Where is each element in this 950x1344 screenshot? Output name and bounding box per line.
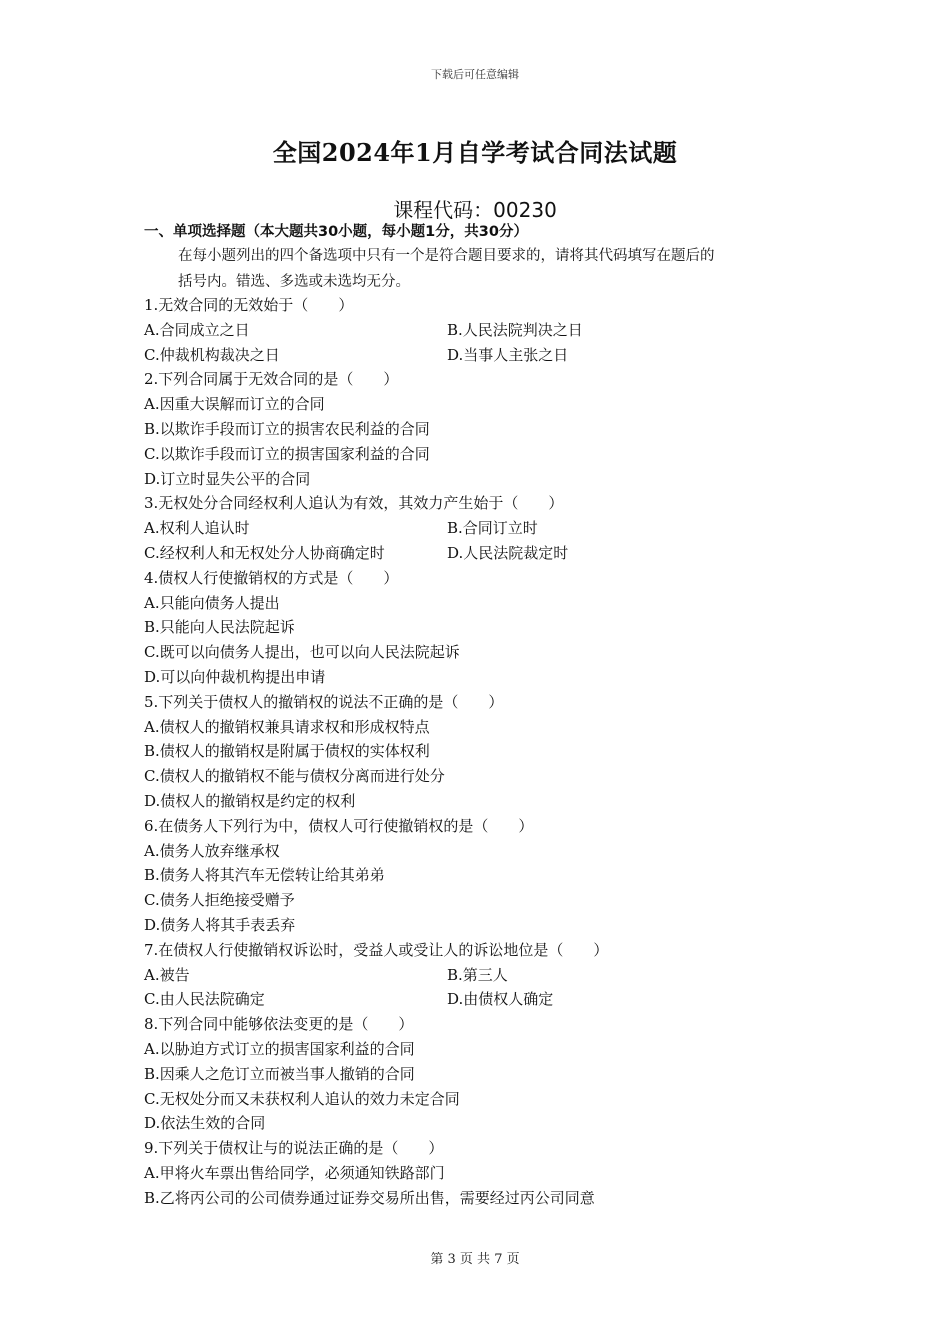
option-row [144,987,824,1012]
answer-option: D.依法生效的合同 [144,1114,266,1133]
question-item [144,367,824,491]
answer-option: B.合同订立时 [447,519,538,538]
option-row [144,318,824,343]
answer-option: A.甲将火车票出售给同学，必须通知铁路部门 [144,1163,445,1182]
answer-option: D.可以向仲裁机构提出申请 [144,667,326,686]
question-stem: 1.无效合同的无效始于（ ） [144,296,354,314]
answer-option: B.以欺诈手段而订立的损害农民利益的合同 [144,419,430,438]
question-stem: 9.下列关于债权让与的说法正确的是（ ） [144,1139,444,1158]
question-item [144,690,824,814]
answer-option: C.由人民法院确定 [144,990,265,1009]
answer-option: C.无权处分而又未获权利人追认的效力未定合同 [144,1089,460,1108]
option-row [144,343,824,368]
question-stem: 5.下列关于债权人的撤销权的说法不正确的是（ ） [144,692,504,711]
question-stem: 4.债权人行使撤销权的方式是（ ） [144,568,399,587]
answer-option: D.人民法院裁定时 [447,543,569,562]
question-stem: 6.在债务人下列行为中，债权人可行使撤销权的是（ ） [144,816,534,835]
page-header: 下载后可任意编辑 [431,68,519,81]
answer-option: C.债权人的撤销权不能与债权分离而进行处分 [144,767,445,786]
answer-option: D.订立时显失公平的合同 [144,469,311,488]
question-item [144,293,824,367]
question-stem: 2.下列合同属于无效合同的是（ ） [144,370,399,389]
answer-option: A.只能向债务人提出 [144,593,280,612]
answer-option: D.债务人将其手表丢弃 [144,915,296,934]
answer-option: A.以胁迫方式订立的损害国家利益的合同 [144,1039,415,1058]
section-instructions: 在每小题列出的四个备选项中只有一个是符合题目要求的，请将其代码填写在题后的 括号内。错选、多选或未选均无分。 [178,248,715,290]
answer-option: C.既可以向债务人提出，也可以向人民法院起诉 [144,643,460,662]
section-intro [144,221,824,295]
question-item [144,566,824,690]
option-row [144,516,824,541]
section-heading: 一、单项选择题（本大题共30小题，每小题1分，共30分） [144,224,528,240]
answer-option: B.乙将丙公司的公司债券通过证券交易所出售，需要经过丙公司同意 [144,1188,595,1207]
answer-option: D.债权人的撤销权是约定的权利 [144,791,356,810]
course-code: 课程代码：00230 [393,198,557,222]
question-item [144,491,824,565]
answer-option: B.债权人的撤销权是附属于债权的实体权利 [144,742,430,761]
question-item [144,1136,824,1210]
answer-option: A.债务人放弃继承权 [144,841,280,860]
answer-option: C.仲裁机构裁决之日 [144,345,280,364]
answer-option: A.权利人追认时 [144,519,250,538]
answer-option: B.只能向人民法院起诉 [144,618,295,637]
answer-option: B.因乘人之危订立而被当事人撤销的合同 [144,1064,415,1083]
exam-title: 全国2024年1月自学考试合同法试题 [272,138,678,167]
answer-option: B.人民法院判决之日 [447,320,583,339]
question-item [144,938,824,1012]
question-stem: 3.无权处分合同经权利人追认为有效，其效力产生始于（ ） [144,494,564,513]
answer-option: A.合同成立之日 [144,320,250,339]
answer-option: C.以欺诈手段而订立的损害国家利益的合同 [144,444,430,463]
page-footer: 第 3 页 共 7 页 [430,1252,520,1267]
answer-option: D.当事人主张之日 [447,345,569,364]
answer-option: B.债务人将其汽车无偿转让给其弟弟 [144,866,385,885]
answer-option: C.经权利人和无权处分人协商确定时 [144,543,385,562]
question-stem: 7.在债权人行使撤销权诉讼时，受益人或受让人的诉讼地位是（ ） [144,940,609,959]
answer-option: A.债权人的撤销权兼具请求权和形成权特点 [144,717,430,736]
answer-option: B.第三人 [447,965,508,984]
answer-option: D.由债权人确定 [447,990,554,1009]
answer-option: C.债务人拒绝接受赠予 [144,891,295,910]
answer-option: A.被告 [144,965,190,984]
question-item [144,814,824,938]
option-row [144,963,824,988]
option-row [144,541,824,566]
question-list [144,293,824,1210]
answer-option: A.因重大误解而订立的合同 [144,395,325,414]
question-stem: 8.下列合同中能够依法变更的是（ ） [144,1015,414,1034]
question-item [144,1012,824,1136]
